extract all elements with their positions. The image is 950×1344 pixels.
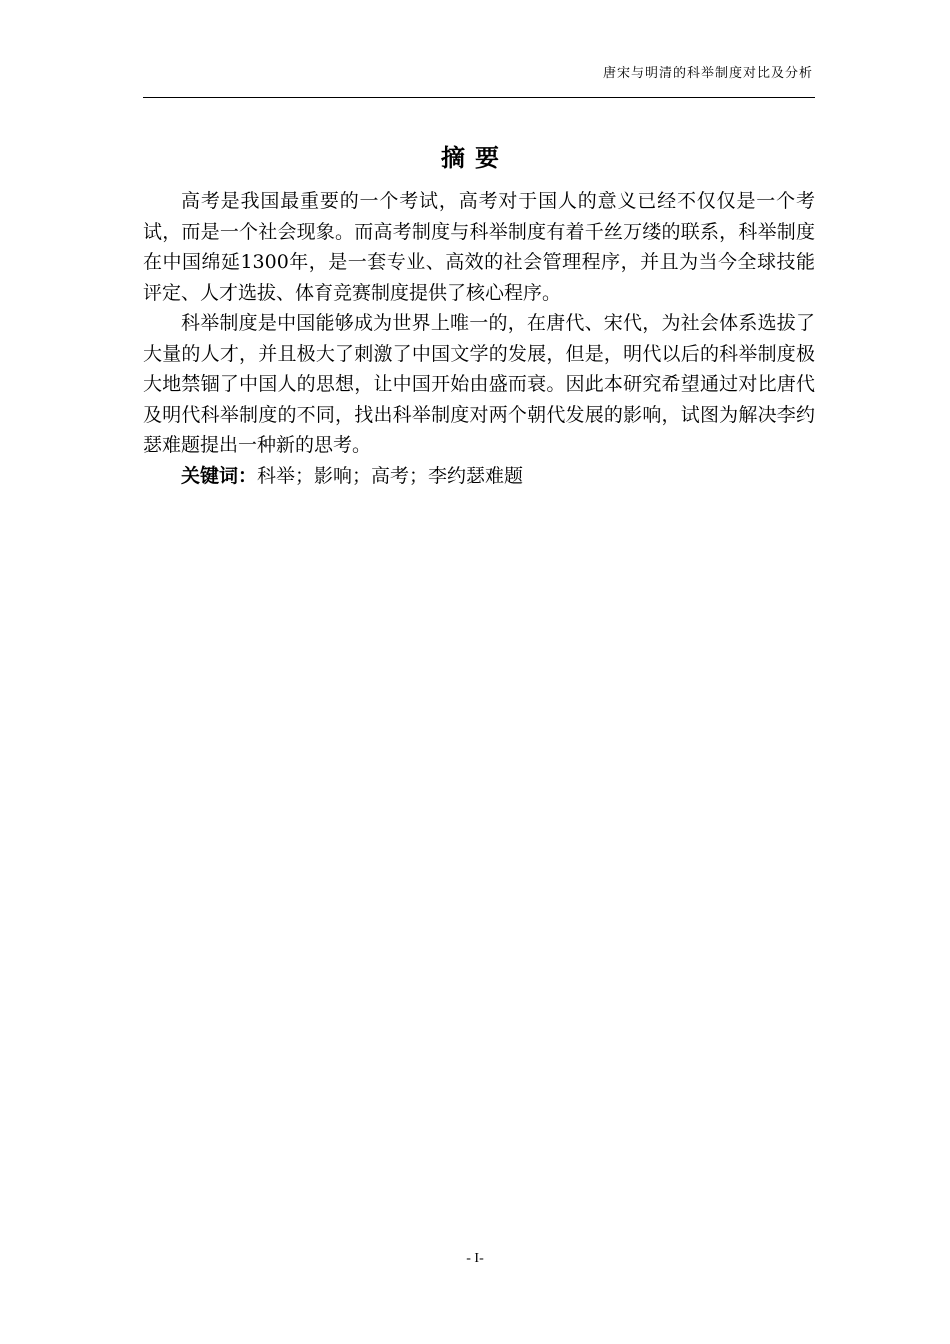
abstract-paragraph-2: 科举制度是中国能够成为世界上唯一的，在唐代、宋代，为社会体系选拔了大量的人才，并且极大了刺激了中国文学的发展，但是，明代以后的科举制度极大地禁锢了中国人的思想，让中国开始由盛而衰。因此本研究希望通过对比唐代及明代科举制度的不同，找出科举制度对两个朝代发展的影响，试图为解决李约瑟难题提出一种新的思考。	[143, 312, 815, 456]
page-number: - I-	[466, 1251, 484, 1266]
header-divider	[143, 97, 815, 98]
running-header-title: 唐宋与明清的科举制度对比及分析	[602, 66, 813, 81]
abstract-paragraph-1: 高考是我国最重要的一个考试，高考对于国人的意义已经不仅仅是一个考试，而是一个社会现象。而高考制度与科举制度有着千丝万缕的联系，科举制度在中国绵延1300年，是一套专业、高效的社会管理程序，并且为当今全球技能评定、人才选拔、体育竞赛制度提供了核心程序。	[143, 190, 815, 304]
keywords-label: 关键词：	[181, 464, 258, 487]
keywords-line	[143, 461, 815, 492]
keywords-text: 科举；影响；高考；李约瑟难题	[257, 464, 524, 487]
abstract-title: 摘要	[441, 144, 509, 172]
abstract-body	[143, 186, 815, 491]
